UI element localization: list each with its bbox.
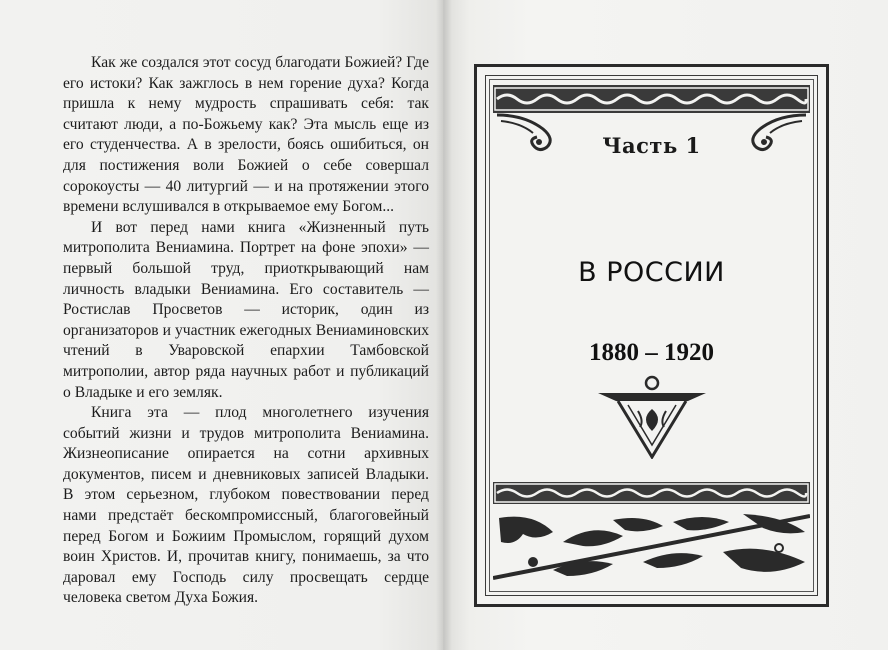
- emblem-icon: [594, 375, 710, 459]
- top-ornament-band: [493, 85, 810, 113]
- part-years: 1880 – 1920: [589, 339, 714, 366]
- paragraph-1: Как же создался этот сосуд благодати Божией? Где его истоки? Как зажглось в нем горение духа? Когда пришла к нему мудрость спрашивать себя: так считают люди, а по-Божьему как? Эта мысль еще из его студенчества. А в зрелости, боясь ошибиться, он для постижения воли Божией о себе совершал сорокоусты — 40 литургий — и на протяжении этого времени вслушивался в открываемое ему Богом...: [63, 54, 429, 216]
- part-title: В РОССИИ: [578, 257, 725, 288]
- left-page: [0, 0, 443, 650]
- book-gutter: [436, 0, 452, 650]
- right-page: [443, 0, 888, 650]
- paragraph-3: Книга эта — плод многолетнего изучения событий жизни и трудов митрополита Вениамина. Жизнеописание опирается на сотни архивных документов, писем и дневниковых записей Владыки. В этом серьезном, глубоком повествовании перед нами предстаёт бескомпромиссный, благоговейный перед Богом и Божиим Промыслом, горящий духом воин Христов. И, прочитав книгу, понимаешь, за что даровал ему Господь силу просвещать сердце человека светом Духа Божия.: [63, 404, 429, 607]
- foliage-ornament-icon: [493, 512, 810, 580]
- bottom-ornament-band: [493, 482, 810, 504]
- part-label: Часть 1: [602, 133, 701, 158]
- part-title-frame: [474, 64, 829, 607]
- body-text: [63, 53, 429, 609]
- paragraph-2: И вот перед нами книга «Жизненный путь митрополита Вениамина. Портрет на фоне эпохи» — первый большой труд, приоткрывающий нам личность владыки Вениамина. Его составитель — Ростислав Просветов — историк, один из организаторов и участник ежегодных Вениаминовских чтений в Уваровской епархии Тамбовской митрополии, автор ряда научных работ и публикаций о Владыке и его земляк.: [63, 218, 429, 401]
